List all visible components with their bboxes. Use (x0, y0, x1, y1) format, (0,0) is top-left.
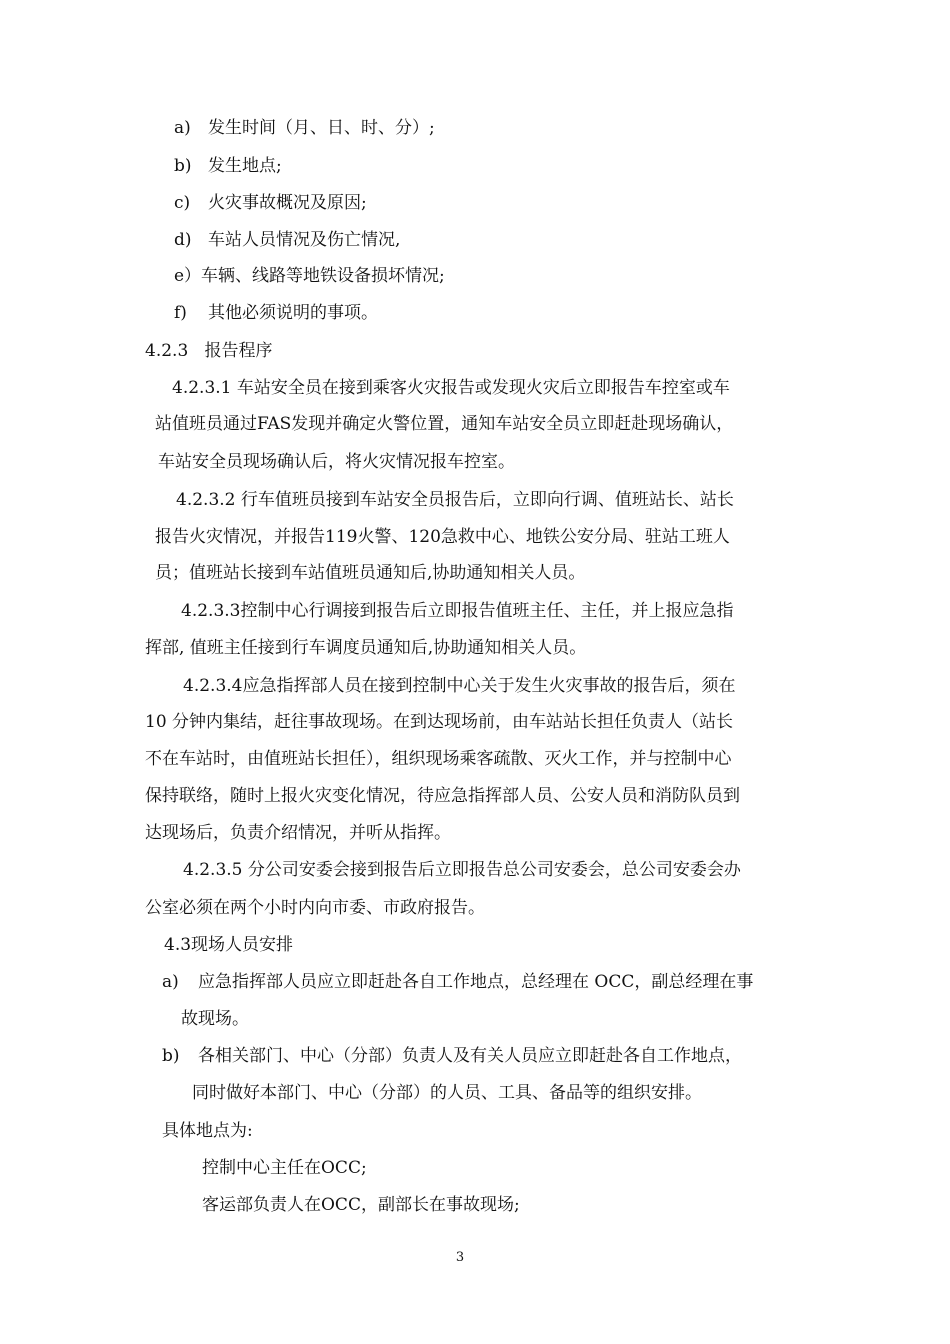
paragraph-4-2-3-4-line-5: 达现场后，负责介绍情况，并听从指挥。 (145, 823, 451, 843)
paragraph-4-2-3-2-line-3: 员；值班站长接到车站值班员通知后,协助通知相关人员。 (155, 563, 586, 583)
paragraph-4-2-3-4-line-3: 不在车站时，由值班站长担任），组织现场乘客疏散、灭火工作，并与控制中心 (145, 749, 732, 769)
locations-label: 具体地点为: (162, 1121, 253, 1141)
location-line-2: 客运部负责人在OCC，副部长在事故现场; (202, 1195, 520, 1215)
item-text: 发生地点; (208, 156, 282, 176)
paragraph-4-2-3-4-line-2: 10 分钟内集结，赶往事故现场。在到达现场前，由车站站长担任负责人（站长 (145, 712, 734, 732)
paragraph-4-2-3-2-line-2: 报告火灾情况，并报告119火警、120急救中心、地铁公安分局、驻站工班人 (155, 527, 730, 547)
staff-item-a-line-2: 故现场。 (181, 1009, 249, 1029)
report-item-c (174, 192, 367, 214)
staff-item-a-marker: a) (162, 972, 179, 992)
page-number: 3 (455, 1250, 465, 1265)
item-text: 火灾事故概况及原因; (208, 193, 367, 213)
item-text: 车站人员情况及伤亡情况, (208, 230, 401, 250)
staff-item-a-line-1: 应急指挥部人员应立即赶赴各自工作地点，总经理在 OCC，副总经理在事 (198, 972, 754, 992)
paragraph-4-2-3-5-line-1: 4.2.3.5 分公司安委会接到报告后立即报告总公司安委会，总公司安委会办 (183, 860, 741, 880)
paragraph-4-2-3-4-line-4: 保持联络，随时上报火灾变化情况，待应急指挥部人员、公安人员和消防队员到 (145, 786, 740, 806)
item-text: e）车辆、线路等地铁设备损坏情况; (174, 266, 445, 286)
paragraph-4-2-3-1-line-3: 车站安全员现场确认后，将火灾情况报车控室。 (158, 452, 515, 472)
section-heading-4-3: 4.3现场人员安排 (164, 935, 294, 955)
report-item-a (174, 117, 435, 139)
item-marker: d) (174, 230, 192, 250)
section-heading-4-2-3: 4.2.3 报告程序 (145, 341, 273, 361)
report-item-f (174, 302, 378, 324)
staff-item-b-line-2: 同时做好本部门、中心（分部）的人员、工具、备品等的组织安排。 (192, 1083, 702, 1103)
report-item-b (174, 155, 282, 177)
item-marker: f) (174, 303, 187, 323)
paragraph-4-2-3-3-line-1: 4.2.3.3控制中心行调接到报告后立即报告值班主任、主任，并上报应急指 (181, 601, 734, 621)
item-marker: b) (174, 156, 192, 176)
paragraph-4-2-3-1-line-1: 4.2.3.1 车站安全员在接到乘客火灾报告或发现火灾后立即报告车控室或车 (172, 378, 730, 398)
location-line-1: 控制中心主任在OCC; (202, 1158, 367, 1178)
staff-item-b-marker: b) (162, 1046, 180, 1066)
paragraph-4-2-3-3-line-2: 挥部, 值班主任接到行车调度员通知后,协助通知相关人员。 (145, 638, 587, 658)
report-item-d (174, 229, 400, 251)
paragraph-4-2-3-2-line-1: 4.2.3.2 行车值班员接到车站安全员报告后，立即向行调、值班站长、站长 (176, 490, 734, 510)
item-marker: a) (174, 118, 191, 138)
item-marker: c) (174, 193, 191, 213)
item-text: 其他必须说明的事项。 (208, 303, 378, 323)
staff-item-b-line-1: 各相关部门、中心（分部）负责人及有关人员应立即赶赴各自工作地点， (198, 1046, 742, 1066)
item-text: 发生时间（月、日、时、分）; (208, 118, 435, 138)
paragraph-4-2-3-1-line-2: 站值班员通过FAS发现并确定火警位置，通知车站安全员立即赶赴现场确认， (155, 414, 734, 434)
paragraph-4-2-3-4-line-1: 4.2.3.4应急指挥部人员在接到控制中心关于发生火灾事故的报告后，须在 (183, 676, 736, 696)
paragraph-4-2-3-5-line-2: 公室必须在两个小时内向市委、市政府报告。 (145, 898, 485, 918)
report-item-e (174, 265, 445, 287)
